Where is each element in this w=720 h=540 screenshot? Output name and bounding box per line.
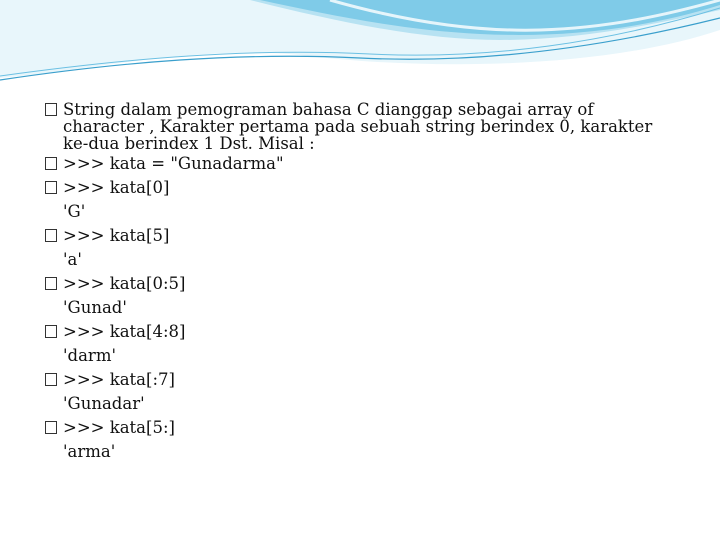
list-item <box>45 416 675 440</box>
bullet-box-icon <box>45 229 57 242</box>
list-item <box>45 176 675 200</box>
list-item <box>45 272 675 296</box>
list-item-text: String dalam pemograman bahasa C dianggap sebagai array of character , Karakter pertama pada sebuah string berindex 0, karakter ke-dua berindex 1 Dst. Misal : <box>63 100 653 153</box>
bullet-box-icon <box>45 325 57 338</box>
list-item-result: 'arma' <box>63 442 116 461</box>
list-item <box>45 152 675 176</box>
list-item-text: >>> kata[:7] <box>63 370 175 389</box>
bullet-box-icon <box>45 103 57 116</box>
list-item-result: 'a' <box>63 250 82 269</box>
list-item-text: >>> kata[4:8] <box>63 322 186 341</box>
header-wave-decoration <box>0 0 720 90</box>
list-item-text: >>> kata[0] <box>63 178 170 197</box>
list-item <box>45 224 675 248</box>
bullet-box-icon <box>45 373 57 386</box>
list-item-text: >>> kata[0:5] <box>63 274 186 293</box>
bullet-box-icon <box>45 157 57 170</box>
list-item-result: 'Gunadar' <box>63 394 145 413</box>
list-item-result: 'Gunad' <box>63 298 127 317</box>
list-item-text: >>> kata[5:] <box>63 418 175 437</box>
list-item <box>45 368 675 392</box>
bullet-box-icon <box>45 277 57 290</box>
list-item <box>45 98 675 152</box>
bullet-box-icon <box>45 421 57 434</box>
list-item-result: 'darm' <box>63 346 117 365</box>
list-item-text: >>> kata[5] <box>63 226 170 245</box>
list-item-result: 'G' <box>63 202 86 221</box>
list-item-text: >>> kata = "Gunadarma" <box>63 154 284 173</box>
bullet-box-icon <box>45 181 57 194</box>
list-item <box>45 320 675 344</box>
slide-content <box>45 98 675 464</box>
